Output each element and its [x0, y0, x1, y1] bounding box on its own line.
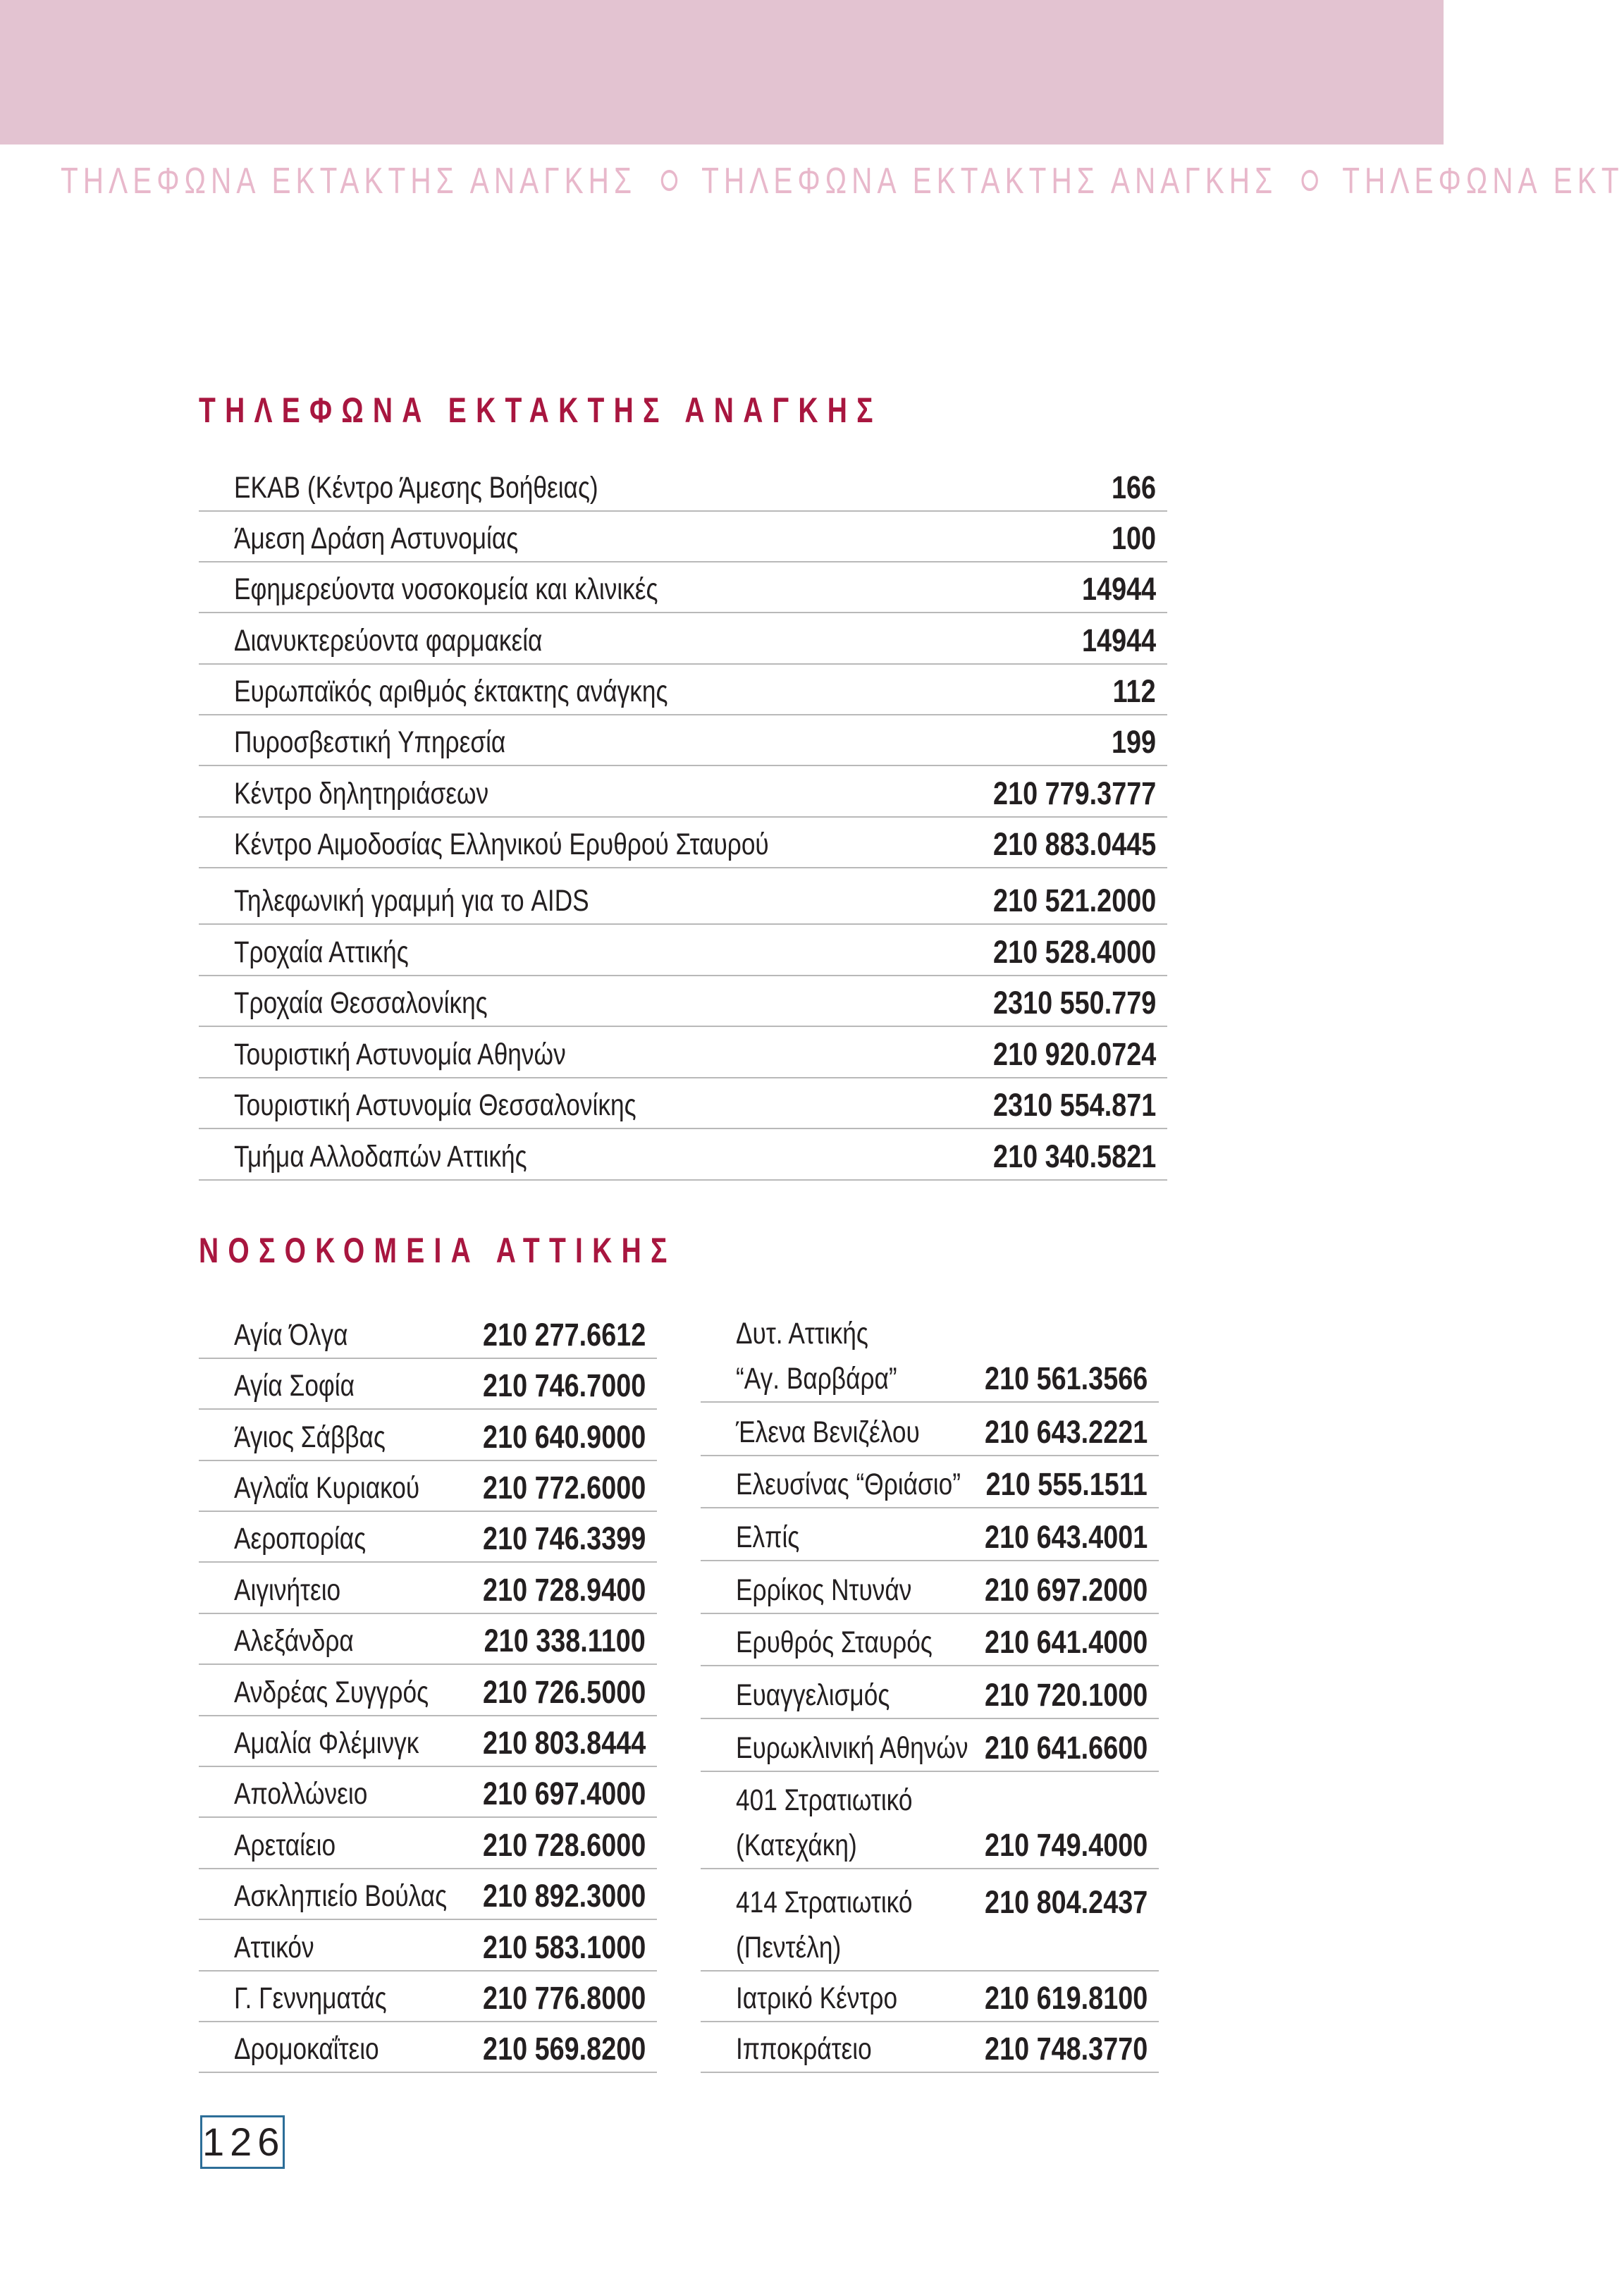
table-row — [199, 766, 1167, 818]
top-color-band — [0, 0, 1444, 144]
hospital-name: Αλεξάνδρα — [234, 1624, 354, 1658]
hospitals-section-title: ΝΟΣΟΚΟΜΕΙΑ ΑΤΤΙΚΗΣ — [199, 1231, 677, 1270]
circle-separator-icon — [1302, 170, 1318, 191]
phone-number: 210 561.3566 — [984, 1360, 1148, 1396]
hospital-name: Ιπποκράτειο — [736, 2032, 872, 2066]
phone-number: 210 640.9000 — [482, 1419, 646, 1455]
table-row — [701, 1614, 1159, 1666]
table-row — [199, 1818, 657, 1869]
table-row — [199, 976, 1167, 1027]
table-row — [701, 2022, 1159, 2073]
phone-number: 210 619.8100 — [984, 1980, 1148, 2016]
service-name: Τουριστική Αστυνομία Αθηνών — [234, 1038, 566, 1071]
service-name: Τηλεφωνική γραμμή για το AIDS — [234, 884, 589, 918]
table-row — [199, 1716, 657, 1767]
table-row — [701, 1561, 1159, 1614]
hospital-name-line2: “Αγ. Βαρβάρα” — [736, 1362, 897, 1396]
table-row — [199, 1027, 1167, 1078]
table-row — [199, 925, 1167, 976]
hospital-name: Ασκληπιείο Βούλας — [234, 1879, 448, 1913]
table-row — [199, 562, 1167, 613]
hospital-name: Αγία Όλγα — [234, 1318, 348, 1352]
service-name: Ευρωπαϊκός αριθμός έκτακτης ανάγκης — [234, 675, 668, 708]
hospital-name-line1: Δυτ. Αττικής — [736, 1317, 868, 1351]
service-name: Τροχαία Θεσσαλονίκης — [234, 986, 488, 1020]
phone-number: 210 748.3770 — [984, 2031, 1148, 2067]
emergency-section-title: ΤΗΛΕΦΩΝΑ ΕΚΤΑΚΤΗΣ ΑΝΑΓΚΗΣ — [199, 390, 882, 430]
hospital-name: Έλενα Βενιζέλου — [736, 1415, 920, 1449]
table-row — [199, 1614, 657, 1665]
service-name: Εφημερεύοντα νοσοκομεία και κλινικές — [234, 572, 658, 606]
phone-number: 210 697.4000 — [482, 1776, 646, 1812]
phone-number: 210 779.3777 — [992, 775, 1156, 811]
running-header-text-3: ΤΗΛΕΦΩΝΑ ΕΚΤ — [1342, 161, 1624, 202]
phone-number: 210 583.1000 — [482, 1929, 646, 1965]
phone-number: 210 728.6000 — [482, 1827, 646, 1863]
table-row — [199, 2022, 657, 2073]
phone-number: 210 641.4000 — [984, 1624, 1148, 1660]
table-row — [199, 1665, 657, 1716]
table-row — [701, 1972, 1159, 2022]
phone-number: 210 643.4001 — [984, 1519, 1148, 1555]
table-row — [701, 1869, 1159, 1972]
phone-number: 210 569.8200 — [482, 2031, 646, 2067]
hospital-name: Άγιος Σάββας — [234, 1420, 386, 1454]
service-name: Τροχαία Αττικής — [234, 935, 409, 969]
table-row — [199, 1767, 657, 1818]
phone-number: 210 803.8444 — [482, 1725, 646, 1761]
table-row — [199, 1563, 657, 1614]
hospital-name: Ευαγγελισμός — [736, 1678, 890, 1712]
service-name: Τουριστική Αστυνομία Θεσσαλονίκης — [234, 1088, 636, 1122]
hospital-name: Ιατρικό Κέντρο — [736, 1981, 898, 2015]
phone-number: 210 892.3000 — [482, 1878, 646, 1914]
table-row — [199, 1410, 657, 1461]
phone-number: 210 883.0445 — [992, 826, 1156, 862]
phone-number: 210 776.8000 — [482, 1980, 646, 2016]
hospital-name: Αγία Σοφία — [234, 1369, 355, 1403]
phone-number: 14944 — [1081, 622, 1156, 658]
hospital-name: Αεροπορίας — [234, 1522, 367, 1556]
phone-number: 2310 554.871 — [992, 1087, 1156, 1123]
table-row — [199, 1920, 657, 1972]
phone-number: 210 920.0724 — [992, 1036, 1156, 1072]
service-name: Διανυκτερεύοντα φαρμακεία — [234, 624, 543, 658]
hospital-name: Αρεταίειο — [234, 1828, 336, 1862]
table-row — [199, 1129, 1167, 1181]
hospital-name: Ελευσίνας “Θριάσιο” — [736, 1468, 961, 1501]
table-row — [701, 1772, 1159, 1869]
phone-number: 14944 — [1081, 571, 1156, 607]
page-number: 126 — [200, 2115, 285, 2169]
table-row — [701, 1304, 1159, 1403]
service-name: ΕΚΑΒ (Κέντρο Άμεσης Βοήθειας) — [234, 471, 598, 505]
table-row — [701, 1666, 1159, 1719]
service-name: Κέντρο Αιμοδοσίας Ελληνικού Ερυθρού Σταυρού — [234, 828, 769, 861]
phone-number: 210 772.6000 — [482, 1470, 646, 1506]
phone-number: 210 726.5000 — [482, 1674, 646, 1710]
hospital-name: Αττικόν — [234, 1931, 314, 1964]
hospital-name: Αγλαΐα Κυριακού — [234, 1471, 420, 1505]
phone-number: 210 728.9400 — [482, 1572, 646, 1608]
hospital-name: Δρομοκαΐτειο — [234, 2032, 379, 2066]
table-row — [701, 1719, 1159, 1772]
phone-number: 210 643.2221 — [984, 1414, 1148, 1450]
phone-number: 210 277.6612 — [482, 1317, 646, 1353]
table-row — [199, 1078, 1167, 1129]
circle-separator-icon — [660, 170, 677, 191]
phone-number: 210 697.2000 — [984, 1572, 1148, 1608]
phone-number: 199 — [1111, 724, 1156, 760]
phone-number: 210 804.2437 — [984, 1884, 1148, 1920]
phone-number: 210 555.1511 — [985, 1466, 1148, 1502]
table-row — [199, 1461, 657, 1512]
hospital-name: Γ. Γεννηματάς — [234, 1981, 387, 2015]
table-row — [701, 1508, 1159, 1561]
hospital-name: Ελπίς — [736, 1520, 800, 1554]
hospital-name: Ανδρέας Συγγρός — [234, 1675, 429, 1709]
table-row — [199, 613, 1167, 665]
phone-number: 210 521.2000 — [992, 882, 1156, 918]
table-row — [199, 1304, 657, 1359]
table-row — [701, 1456, 1159, 1508]
table-row — [199, 512, 1167, 562]
running-header-text-2: ΤΗΛΕΦΩΝΑ ΕΚΤΑΚΤΗΣ ΑΝΑΓΚΗΣ — [701, 161, 1278, 202]
hospital-name: Ευρωκλινική Αθηνών — [736, 1731, 968, 1765]
table-row — [199, 818, 1167, 868]
table-row — [199, 665, 1167, 715]
phone-number: 112 — [1113, 673, 1156, 709]
service-name: Άμεση Δράση Αστυνομίας — [234, 522, 519, 555]
table-row — [199, 868, 1167, 925]
phone-number: 210 528.4000 — [992, 934, 1156, 970]
table-row — [199, 1972, 657, 2022]
table-row — [199, 458, 1167, 512]
table-row — [199, 1869, 657, 1920]
hospital-name: Αιγινήτειο — [234, 1573, 341, 1607]
hospital-name-line1: 401 Στρατιωτικό — [736, 1783, 913, 1817]
phone-number: 2310 550.779 — [992, 985, 1156, 1021]
phone-number: 100 — [1111, 520, 1156, 556]
phone-number: 210 340.5821 — [992, 1138, 1156, 1174]
phone-number: 210 749.4000 — [984, 1827, 1148, 1863]
table-row — [199, 1359, 657, 1410]
service-name: Κέντρο δηλητηριάσεων — [234, 777, 489, 811]
phone-number: 210 641.6600 — [984, 1730, 1148, 1766]
running-header-text-1: ΤΗΛΕΦΩΝΑ ΕΚΤΑΚΤΗΣ ΑΝΑΓΚΗΣ — [61, 161, 637, 202]
hospital-name: Αμαλία Φλέμινγκ — [234, 1726, 419, 1760]
phone-number: 210 720.1000 — [984, 1677, 1148, 1713]
hospital-name-line2: (Κατεχάκη) — [736, 1828, 857, 1862]
table-row — [701, 1403, 1159, 1456]
hospital-name-line2: (Πεντέλη) — [736, 1931, 842, 1964]
hospital-name: Ερρίκος Ντυνάν — [736, 1573, 912, 1607]
phone-number: 210 746.3399 — [482, 1520, 646, 1556]
hospital-name: Ερυθρός Σταυρός — [736, 1625, 933, 1659]
table-row — [199, 1512, 657, 1563]
service-name: Τμήμα Αλλοδαπών Αττικής — [234, 1140, 527, 1174]
running-header — [61, 156, 1624, 206]
service-name: Πυροσβεστική Υπηρεσία — [234, 725, 506, 759]
hospital-name-line1: 414 Στρατιωτικό — [736, 1886, 913, 1919]
phone-number: 210 746.7000 — [482, 1367, 646, 1403]
hospital-name: Απολλώνειο — [234, 1777, 368, 1811]
phone-number: 166 — [1111, 469, 1156, 505]
phone-number: 210 338.1100 — [484, 1623, 646, 1659]
table-row — [199, 715, 1167, 766]
